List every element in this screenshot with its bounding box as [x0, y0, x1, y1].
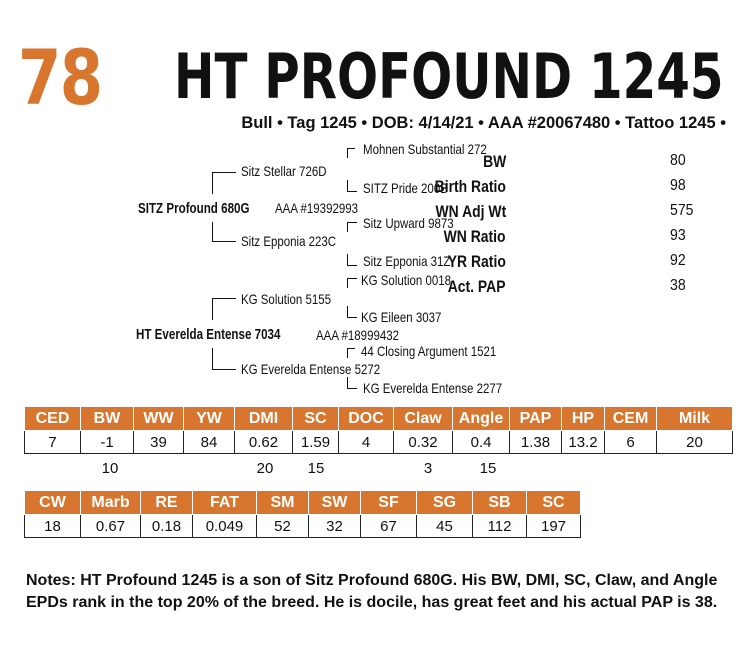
epd-header: Milk — [657, 407, 733, 431]
pedigree-line — [212, 222, 213, 242]
pedigree-line — [347, 388, 357, 389]
pedigree-line — [347, 222, 348, 232]
epd-value: 0.62 — [235, 431, 293, 454]
epd-header: SC — [293, 407, 339, 431]
epd-header: HP — [562, 407, 605, 431]
epd-percentile-rank: 15 — [307, 460, 325, 477]
pedigree-line — [347, 348, 348, 358]
epd-header: SM — [257, 491, 309, 515]
pedigree-line — [212, 172, 213, 194]
epd-header: CEM — [605, 407, 657, 431]
epd-header: Marb — [81, 491, 141, 515]
stat-value: 80 — [670, 152, 686, 169]
epd-header: DMI — [235, 407, 293, 431]
pedigree-dam-dam-sire: 44 Closing Argument 1521 — [361, 343, 497, 359]
pedigree-dam-dam-dam: KG Everelda Entense 2277 — [363, 380, 503, 396]
pedigree-line — [212, 172, 236, 173]
epd-table-carcass — [24, 490, 581, 538]
epd-value: 197 — [527, 515, 581, 538]
epd-header: SB — [473, 491, 527, 515]
pedigree-dam-sire: KG Solution 5155 — [241, 291, 331, 307]
stat-value: 98 — [670, 177, 686, 194]
pedigree-line — [347, 222, 357, 223]
pedigree-line — [347, 148, 355, 149]
epd-value: 0.32 — [394, 431, 453, 454]
epd-header: CED — [25, 407, 81, 431]
epd-percentile-rank: 20 — [256, 460, 274, 477]
pedigree-line — [212, 241, 236, 242]
epd-value: 13.2 — [562, 431, 605, 454]
epd-header: SW — [309, 491, 361, 515]
epd-value: 45 — [417, 515, 473, 538]
epd-header: FAT — [193, 491, 257, 515]
pedigree-line — [347, 278, 357, 279]
stat-label: WN Adj Wt — [435, 202, 506, 221]
pedigree-line — [347, 278, 348, 288]
pedigree-sire-sire-dam: SITZ Pride 200B — [363, 180, 448, 196]
pedigree-sire-sire-sire: Mohnen Substantial 272 — [363, 141, 487, 157]
lot-number: 78 — [18, 33, 102, 122]
pedigree-dam-dam: KG Everelda Entense 5272 — [241, 361, 381, 377]
pedigree-line — [347, 348, 355, 349]
epd-header: CW — [25, 491, 81, 515]
pedigree-sire-reg: AAA #19392993 — [275, 200, 358, 216]
epd-header: SC — [527, 491, 581, 515]
epd-header: SG — [417, 491, 473, 515]
epd-value: 18 — [25, 515, 81, 538]
pedigree-line — [347, 317, 357, 318]
stat-value: 93 — [670, 227, 686, 244]
pedigree-line — [212, 298, 236, 299]
epd-value: 112 — [473, 515, 527, 538]
epd-header: PAP — [510, 407, 562, 431]
epd-value-row — [25, 431, 733, 454]
notes-paragraph: Notes: HT Profound 1245 is a son of Sitz Profound 680G. His BW, DMI, SC, Claw, and Angle EPDs rank in the top 20% of the breed. He is docile, has great feet and his actual PAP is 38. — [26, 572, 718, 611]
epd-value: 0.67 — [81, 515, 141, 538]
pedigree-sire: SITZ Profound 680G — [138, 201, 250, 217]
epd-value: 39 — [134, 431, 184, 454]
animal-details: Bull • Tag 1245 • DOB: 4/14/21 • AAA #20067480 • Tattoo 1245 • — [241, 114, 726, 132]
stat-label: Birth Ratio — [434, 177, 506, 196]
pedigree-line — [212, 369, 236, 370]
pedigree-sire-dam: Sitz Epponia 223C — [241, 233, 337, 249]
pedigree-sire-dam-sire: Sitz Upward 9873 — [363, 215, 454, 231]
epd-header: DOC — [339, 407, 394, 431]
epd-header: Claw — [394, 407, 453, 431]
epd-value-row — [25, 515, 581, 538]
stat-label: WN Ratio — [444, 227, 506, 246]
epd-value: 7 — [25, 431, 81, 454]
pedigree-line — [347, 148, 348, 158]
epd-header: SF — [361, 491, 417, 515]
epd-value: 20 — [657, 431, 733, 454]
epd-value: 6 — [605, 431, 657, 454]
epd-percentile-rank: 3 — [423, 460, 433, 477]
epd-value: 67 — [361, 515, 417, 538]
stat-label: Act. PAP — [448, 277, 506, 296]
stat-value: 92 — [670, 252, 686, 269]
epd-value: 0.049 — [193, 515, 257, 538]
epd-value: 84 — [184, 431, 235, 454]
pedigree-line — [347, 265, 357, 266]
epd-value: 52 — [257, 515, 309, 538]
epd-header-row — [25, 491, 581, 515]
pedigree-dam-sire-sire: KG Solution 0018 — [361, 272, 451, 288]
epd-value: 32 — [309, 515, 361, 538]
epd-value: -1 — [81, 431, 134, 454]
epd-value: 4 — [339, 431, 394, 454]
pedigree-sire-sire: Sitz Stellar 726D — [241, 163, 327, 179]
epd-value: 0.4 — [453, 431, 510, 454]
pedigree-line — [212, 298, 213, 320]
stat-value: 38 — [670, 277, 686, 294]
epd-percentile-rank: 10 — [101, 460, 119, 477]
epd-value: 1.59 — [293, 431, 339, 454]
epd-value: 0.18 — [141, 515, 193, 538]
pedigree-sire-dam-dam: Sitz Epponia 31Z — [363, 253, 451, 269]
epd-header: RE — [141, 491, 193, 515]
pedigree-line — [347, 191, 357, 192]
epd-header: YW — [184, 407, 235, 431]
epd-header-row — [25, 407, 733, 431]
stat-value: 575 — [670, 202, 694, 219]
stat-label: YR Ratio — [447, 252, 506, 271]
animal-name: HT PROFOUND 1245 — [174, 40, 724, 113]
pedigree-dam: HT Everelda Entense 7034 — [136, 327, 281, 343]
epd-table-primary — [24, 406, 733, 454]
stat-label: BW — [482, 152, 506, 171]
pedigree-dam-reg: AAA #18999432 — [316, 327, 399, 343]
pedigree-line — [212, 348, 213, 370]
epd-header: WW — [134, 407, 184, 431]
epd-header: BW — [81, 407, 134, 431]
pedigree-dam-sire-dam: KG Eileen 3037 — [361, 309, 442, 325]
epd-percentile-rank: 15 — [479, 460, 497, 477]
epd-value: 1.38 — [510, 431, 562, 454]
epd-header: Angle — [453, 407, 510, 431]
